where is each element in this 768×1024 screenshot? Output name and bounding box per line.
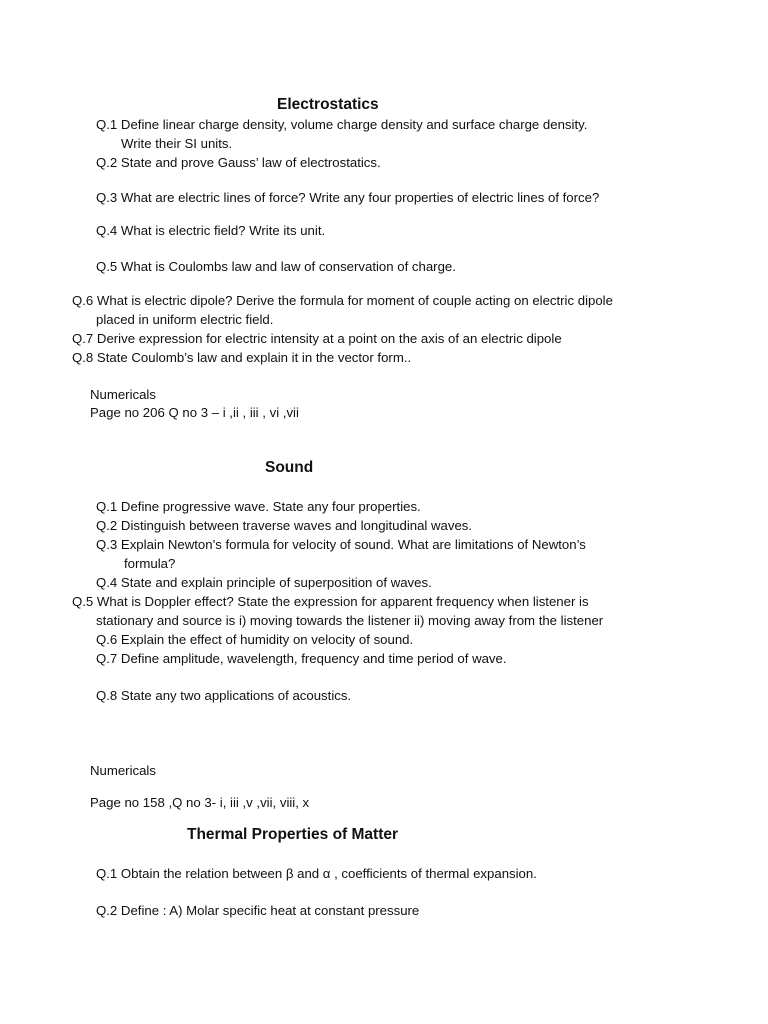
question-line: Q.2 Define : A) Molar specific heat at constant pressure	[96, 903, 420, 918]
numericals-reference: Page no 206 Q no 3 – i ,ii , iii , vi ,vii	[90, 405, 299, 420]
question-line: Q.6 Explain the effect of humidity on velocity of sound.	[96, 632, 414, 647]
question-line: formula?	[124, 556, 176, 571]
numericals-label: Numericals	[90, 387, 156, 402]
section-title-electrostatics: Electrostatics	[277, 96, 379, 113]
question-line: Write their SI units.	[121, 136, 233, 151]
question-line: Q.3 Explain Newton’s formula for velocity of sound. What are limitations of Newton’s	[96, 537, 586, 552]
question-line: Q.7 Define amplitude, wavelength, frequency and time period of wave.	[96, 651, 507, 666]
question-line: Q.1 Define progressive wave. State any four properties.	[96, 499, 421, 514]
question-line: Q.5 What is Doppler effect? State the expression for apparent frequency when listener is	[72, 594, 589, 609]
question-line: Q.5 What is Coulombs law and law of conservation of charge.	[96, 259, 456, 274]
question-line: Q.6 What is electric dipole? Derive the formula for moment of couple acting on electric dipole	[72, 293, 613, 308]
section-title-sound: Sound	[265, 459, 314, 476]
question-line: Q.8 State Coulomb’s law and explain it in the vector form..	[72, 350, 412, 365]
question-line: Q.3 What are electric lines of force? Write any four properties of electric lines of force?	[96, 190, 600, 205]
question-line: Q.4 What is electric field? Write its unit.	[96, 223, 326, 238]
question-line: Q.8 State any two applications of acoustics.	[96, 688, 352, 703]
question-line: placed in uniform electric field.	[96, 312, 274, 327]
question-line: Q.1 Obtain the relation between β and α , coefficients of thermal expansion.	[96, 866, 537, 881]
question-line: Q.2 State and prove Gauss’ law of electrostatics.	[96, 155, 381, 170]
numericals-label: Numericals	[90, 763, 156, 778]
question-line: Q.7 Derive expression for electric intensity at a point on the axis of an electric dipole	[72, 331, 562, 346]
question-line: stationary and source is i) moving towards the listener ii) moving away from the listener	[96, 613, 604, 628]
question-line: Q.4 State and explain principle of superposition of waves.	[96, 575, 432, 590]
section-title-thermal: Thermal Properties of Matter	[187, 826, 399, 843]
question-line: Q.1 Define linear charge density, volume charge density and surface charge density.	[96, 117, 588, 132]
numericals-reference: Page no 158 ,Q no 3- i, iii ,v ,vii, viii, x	[90, 795, 310, 810]
question-line: Q.2 Distinguish between traverse waves and longitudinal waves.	[96, 518, 473, 533]
